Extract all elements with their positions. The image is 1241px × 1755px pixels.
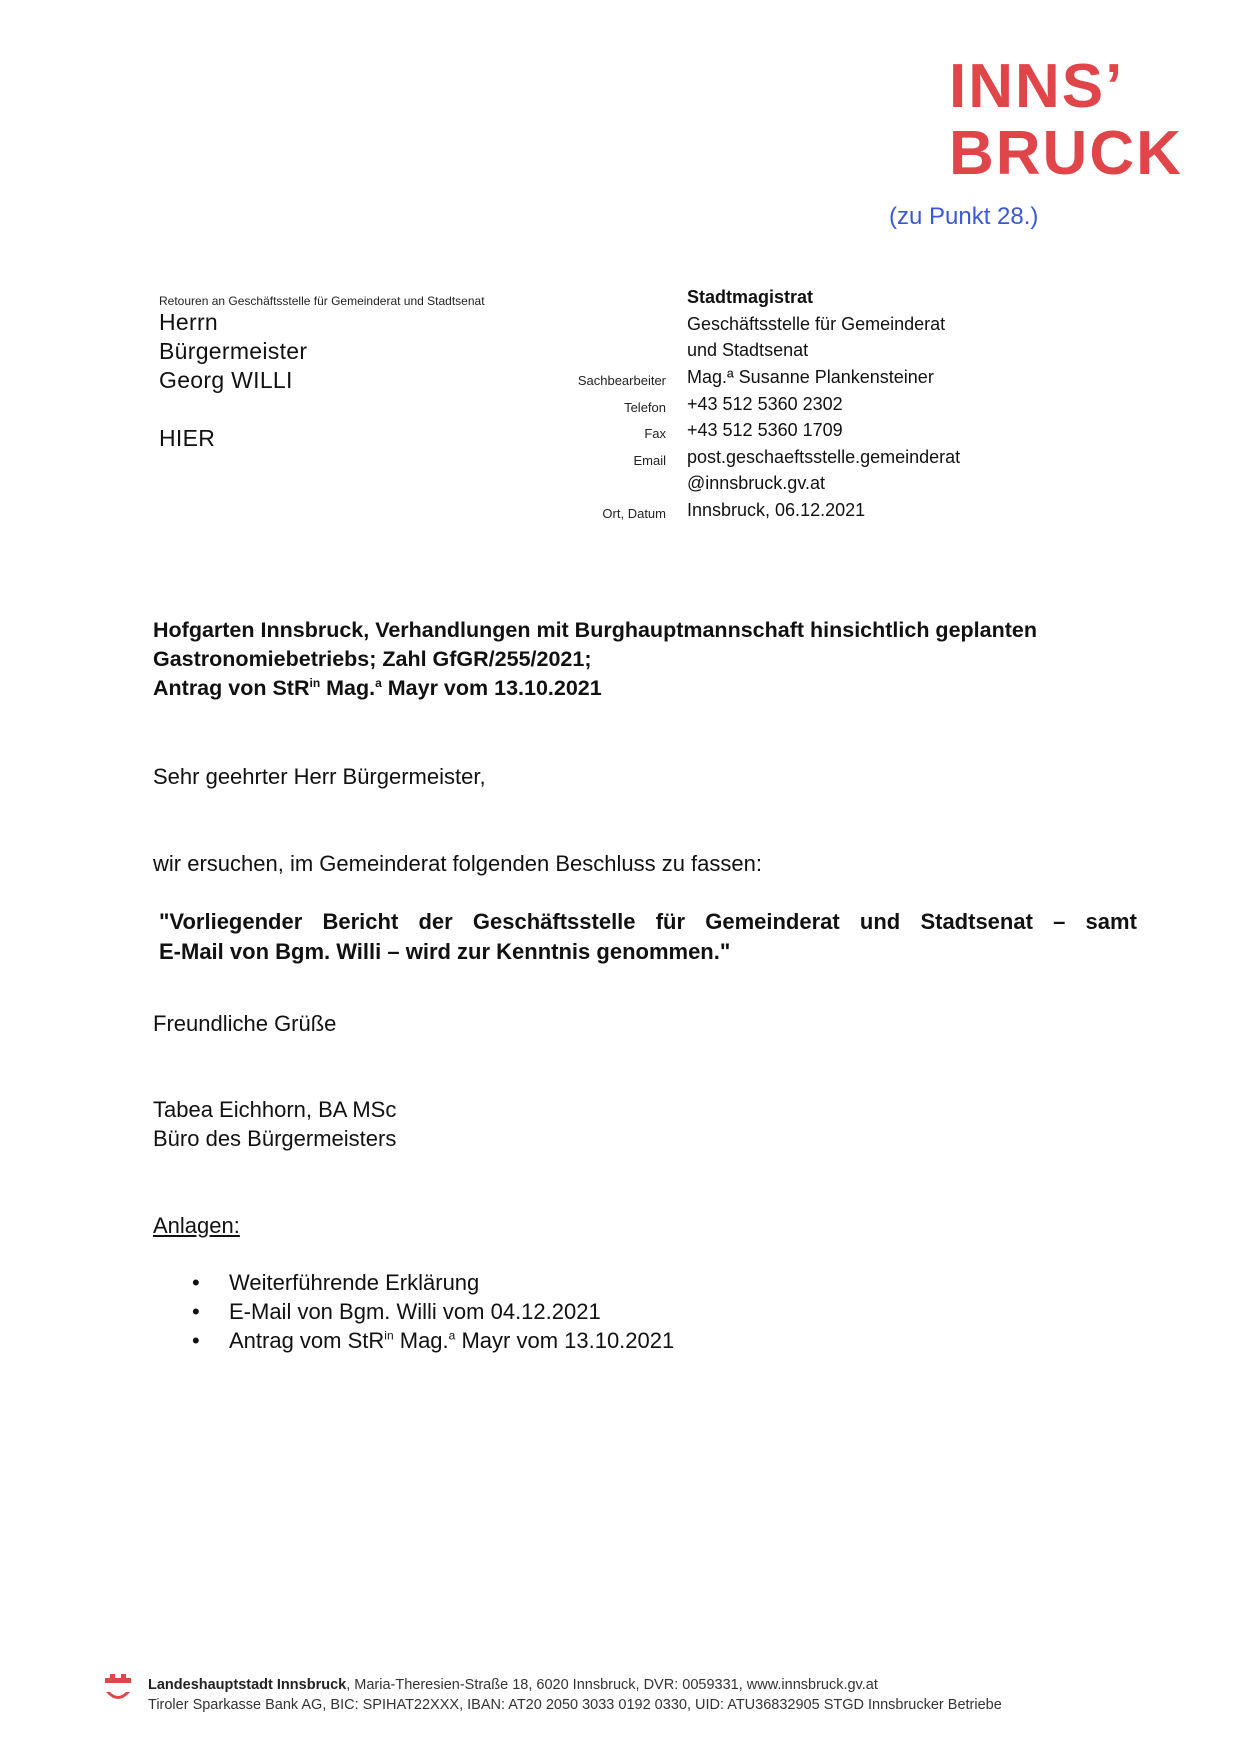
recipient-name: Georg WILLI <box>159 367 293 393</box>
attachment-item: Weiterführende Erklärung <box>229 1270 480 1295</box>
greeting: Sehr geehrter Herr Bürgermeister, <box>153 764 486 789</box>
signature-office: Büro des Bürgermeisters <box>153 1126 397 1151</box>
info-label-place-date: Ort, Datum <box>602 506 666 521</box>
logo-line-2: BRUCK <box>949 119 1183 182</box>
attachments-heading: Anlagen: <box>153 1213 240 1238</box>
sender-dept-line-1: Geschäftsstelle für Gemeinderat <box>687 314 946 334</box>
info-label-phone: Telefon <box>624 400 666 415</box>
info-value-email: post.geschaeftsstelle.gemeinderat <box>687 447 961 467</box>
resolution-line-1: "Vorliegender Bericht der Geschäftsstelle für Gemeinderat und Stadtsenat – samt <box>159 909 1137 934</box>
info-label-clerk: Sachbearbeiter <box>577 373 666 388</box>
resolution-text <box>159 909 1137 965</box>
innsbruck-crest-icon <box>103 1672 133 1706</box>
subject-line-3: Antrag von StR$^{in}$ Mag.$^a$ Mayr vom 13.10.2021 <box>153 675 602 700</box>
innsbruck-logo <box>949 52 1185 182</box>
agenda-reference: (zu Punkt 28.) <box>889 203 1039 230</box>
bullet-icon: • <box>192 1328 200 1353</box>
return-address-line: Retouren an Geschäftsstelle für Gemeinderat und Stadtsenat <box>159 294 485 308</box>
info-value-place-date: Innsbruck, 06.12.2021 <box>687 500 866 520</box>
info-value-fax: +43 512 5360 1709 <box>687 420 843 440</box>
recipient-title: Bürgermeister <box>159 338 308 364</box>
footer-line-1: Landeshauptstadt Innsbruck, Maria-Theresien-Straße 18, 6020 Innsbruck, DVR: 0059331, www.innsbruck.gv.at <box>148 1677 878 1693</box>
info-value-email-domain: @innsbruck.gv.at <box>687 473 825 493</box>
recipient-location: HIER <box>159 425 216 451</box>
info-label-email: Email <box>633 453 666 468</box>
logo-line-1: INNS’ <box>949 52 1125 121</box>
request-text: wir ersuchen, im Gemeinderat folgenden Beschluss zu fassen: <box>153 851 762 876</box>
info-label-fax: Fax <box>644 426 666 441</box>
recipient-salutation: Herrn <box>159 309 219 335</box>
sender-office: Stadtmagistrat <box>687 287 814 307</box>
subject-line-1: Hofgarten Innsbruck, Verhandlungen mit Burghauptmannschaft hinsichtlich geplanten <box>153 618 1037 642</box>
info-value-phone: +43 512 5360 2302 <box>687 394 843 414</box>
info-value-clerk: Mag.ª Susanne Plankensteiner <box>687 367 934 387</box>
bullet-icon: • <box>192 1299 200 1324</box>
bullet-icon: • <box>192 1270 200 1295</box>
sender-dept-line-2: und Stadtsenat <box>687 340 809 360</box>
attachment-item: E-Mail von Bgm. Willi vom 04.12.2021 <box>229 1299 601 1324</box>
subject-line-2: Gastronomiebetriebs; Zahl GfGR/255/2021; <box>153 647 592 671</box>
signature-name: Tabea Eichhorn, BA MSc <box>153 1097 397 1122</box>
attachment-item: Antrag vom StR$^{in}$ Mag.$^a$ Mayr vom 13.10.2021 <box>229 1328 675 1353</box>
closing: Freundliche Grüße <box>153 1011 337 1036</box>
resolution-line-2: E-Mail von Bgm. Willi – wird zur Kenntnis genommen." <box>159 939 731 964</box>
footer-line-2: Tiroler Sparkasse Bank AG, BIC: SPIHAT22XXX, IBAN: AT20 2050 3033 0192 0330, UID: ATU36832905 STGD Innsbrucker Betriebe <box>148 1697 1002 1713</box>
